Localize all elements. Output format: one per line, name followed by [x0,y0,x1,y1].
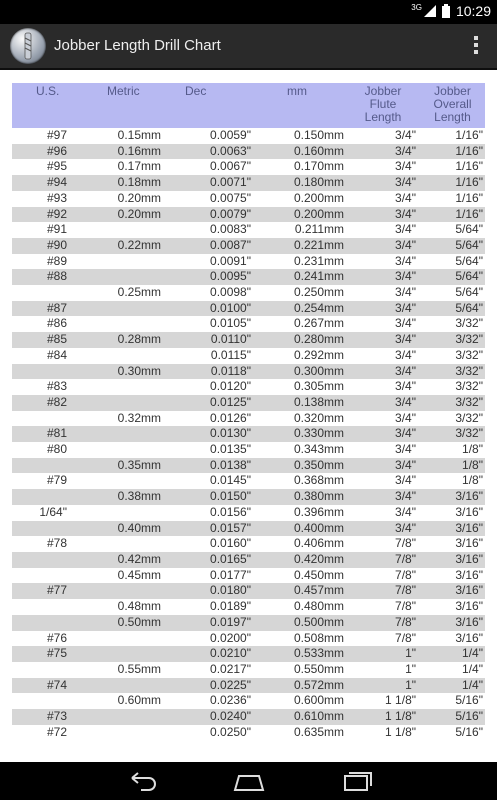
decimal-size-cell: 0.0180" [169,583,251,599]
table-row [12,191,485,207]
column-header-us: U.S. [12,83,79,128]
overall-length-cell: 3/32" [420,332,485,348]
decimal-size-cell: 0.0095" [169,269,251,285]
mm-size-cell: 0.160mm [251,144,346,160]
us-size-cell: #91 [46,222,67,237]
mm-size-cell: 0.330mm [251,426,346,442]
flute-length-cell: 7/8" [395,630,416,645]
mm-size-cell: 0.343mm [293,442,344,457]
decimal-size-cell: 0.0200" [210,630,251,645]
recent-apps-icon[interactable] [337,770,377,792]
table-row [12,458,485,474]
column-header-overall-length: Jobber Overall Length [420,83,485,128]
mm-size-cell: 0.550mm [293,661,344,676]
table-row [12,568,485,584]
us-size-cell: #95 [46,159,67,174]
table-row [12,631,485,647]
mm-size-cell: 0.231mm [293,253,344,268]
metric-size-cell: 0.16mm [79,144,169,160]
mm-size-cell: 0.450mm [293,567,344,582]
decimal-size-cell: 0.0150" [169,489,251,505]
decimal-size-cell: 0.0067" [210,159,251,174]
table-row [12,662,485,678]
metric-size-cell [79,442,169,458]
us-size-cell: 1/64" [39,504,67,519]
us-size-cell: #96 [12,144,79,160]
metric-size-cell [79,678,169,694]
mm-size-cell: 0.221mm [251,238,346,254]
overall-length-cell: 5/64" [420,269,485,285]
overall-length-cell: 3/16" [455,504,483,519]
table-row [12,285,485,301]
decimal-size-cell: 0.0160" [210,536,251,551]
overall-length-cell: 3/32" [455,410,483,425]
table-row [12,473,485,489]
flute-length-cell: 1" [346,678,420,694]
back-arrow-icon[interactable] [122,770,162,792]
overall-length-cell: 1/16" [420,207,485,223]
flute-length-cell: 3/4" [346,301,420,317]
us-size-cell: #85 [12,332,79,348]
decimal-size-cell: 0.0126" [210,410,251,425]
table-row [12,254,485,270]
flute-length-cell: 3/4" [346,426,420,442]
table-row [12,709,485,725]
mm-size-cell: 0.457mm [251,583,346,599]
metric-size-cell [79,536,169,552]
mm-size-cell: 0.320mm [293,410,344,425]
mm-size-cell: 0.292mm [293,347,344,362]
overall-length-cell: 1/4" [420,646,485,662]
table-row [12,442,485,458]
decimal-size-cell: 0.0138" [169,458,251,474]
us-size-cell: #89 [46,253,67,268]
mm-size-cell: 0.400mm [251,521,346,537]
overall-length-cell: 5/64" [420,238,485,254]
decimal-size-cell: 0.0177" [210,567,251,582]
flute-length-cell: 3/4" [395,285,416,300]
flute-length-cell: 3/4" [346,238,420,254]
overall-length-cell: 5/16" [420,709,485,725]
metric-size-cell: 0.35mm [79,458,169,474]
table-row [12,552,485,568]
us-size-cell: #92 [12,207,79,223]
overall-length-cell: 3/16" [420,615,485,631]
metric-size-cell [79,473,169,489]
decimal-size-cell: 0.0063" [169,144,251,160]
metric-size-cell: 0.32mm [117,410,161,425]
us-size-cell [12,693,79,709]
flute-length-cell: 3/4" [346,144,420,160]
metric-size-cell [79,583,169,599]
flute-length-cell: 7/8" [395,599,416,614]
mm-size-cell: 0.150mm [293,128,344,142]
us-size-cell: #84 [46,347,67,362]
clock: 10:29 [455,3,491,19]
us-size-cell: #73 [12,709,79,725]
us-size-cell [12,568,79,584]
metric-size-cell: 0.45mm [117,567,161,582]
us-size-cell: #75 [12,646,79,662]
us-size-cell: #74 [12,678,79,694]
flute-length-cell: 7/8" [395,567,416,582]
decimal-size-cell: 0.0110" [169,332,251,348]
metric-size-cell [79,725,169,741]
us-size-cell [12,552,79,568]
metric-size-cell: 0.48mm [117,599,161,614]
decimal-size-cell: 0.0135" [210,442,251,457]
us-size-cell: #97 [46,128,67,142]
flute-length-cell: 3/4" [346,521,420,537]
status-bar [0,0,497,24]
table-row [12,505,485,521]
table-row [12,144,485,160]
decimal-size-cell: 0.0189" [210,599,251,614]
overall-length-cell: 3/16" [420,521,485,537]
us-size-cell: #83 [46,379,67,394]
metric-size-cell: 0.50mm [79,615,169,631]
metric-size-cell: 0.60mm [117,693,161,708]
overall-length-cell: 3/16" [455,567,483,582]
overall-length-cell: 3/16" [455,536,483,551]
us-size-cell [12,599,79,615]
table-row [12,301,485,317]
table-row [12,725,485,741]
mm-size-cell: 0.533mm [251,646,346,662]
mm-size-cell: 0.200mm [251,207,346,223]
overall-length-cell: 1/16" [420,144,485,160]
mm-size-cell: 0.170mm [293,159,344,174]
flute-length-cell: 7/8" [346,552,420,568]
us-size-cell: #77 [12,583,79,599]
flute-length-cell: 3/4" [395,316,416,331]
mm-size-cell: 0.138mm [251,395,346,411]
decimal-size-cell: 0.0165" [169,552,251,568]
table-row [12,332,485,348]
mm-size-cell: 0.211mm [294,222,344,237]
flute-length-cell: 7/8" [395,536,416,551]
column-header-metric: Metric [79,83,169,128]
metric-size-cell: 0.42mm [79,552,169,568]
us-size-cell: #82 [12,395,79,411]
mm-size-cell: 0.300mm [251,364,346,380]
table-row [12,395,485,411]
table-row [12,379,485,395]
overall-length-cell: 1/8" [462,473,483,488]
overall-length-cell: 1/16" [455,159,483,174]
column-header-mm: mm [251,83,346,128]
metric-size-cell [79,426,169,442]
table-row [12,222,485,238]
mm-size-cell: 0.280mm [251,332,346,348]
mm-size-cell: 0.368mm [293,473,344,488]
decimal-size-cell: 0.0075" [210,190,251,205]
us-size-cell [12,411,79,427]
us-size-cell: #93 [46,190,67,205]
us-size-cell [12,458,79,474]
decimal-size-cell: 0.0071" [169,175,251,191]
overall-length-cell: 1/8" [420,458,485,474]
mm-size-cell: 0.350mm [251,458,346,474]
metric-size-cell [79,709,169,725]
metric-size-cell [79,301,169,317]
metric-size-cell [79,631,169,647]
table-row [12,599,485,615]
flute-length-cell: 3/4" [395,253,416,268]
decimal-size-cell: 0.0083" [210,222,251,237]
drill-chart-table [12,83,485,740]
flute-length-cell: 3/4" [346,332,420,348]
chart-scroll-view[interactable] [0,70,497,762]
metric-size-cell [79,254,169,270]
decimal-size-cell: 0.0115" [210,347,251,362]
table-row [12,316,485,332]
mm-size-cell: 0.180mm [251,175,346,191]
table-row [12,426,485,442]
metric-size-cell: 0.30mm [79,364,169,380]
flute-length-cell: 3/4" [395,222,416,237]
decimal-size-cell: 0.0087" [169,238,251,254]
us-size-cell: #88 [12,269,79,285]
flute-length-cell: 3/4" [346,269,420,285]
overall-length-cell: 5/16" [455,693,483,708]
mm-size-cell: 0.635mm [293,724,344,739]
overall-length-cell: 1/4" [462,661,483,676]
overall-length-cell: 5/64" [420,301,485,317]
column-header-dec: Dec [169,83,251,128]
overall-length-cell: 5/16" [455,724,483,739]
flute-length-cell: 3/4" [395,379,416,394]
flute-length-cell: 1 1/8" [385,693,416,708]
table-row [12,207,485,223]
flute-length-cell: 7/8" [346,615,420,631]
flute-length-cell: 3/4" [395,190,416,205]
table-row [12,693,485,709]
flute-length-cell: 3/4" [346,364,420,380]
decimal-size-cell: 0.0236" [210,693,251,708]
table-row [12,411,485,427]
metric-size-cell: 0.18mm [79,175,169,191]
us-size-cell: #94 [12,175,79,191]
mm-size-cell: 0.267mm [293,316,344,331]
mm-size-cell: 0.406mm [293,536,344,551]
table-row [12,646,485,662]
mm-size-cell: 0.396mm [293,504,344,519]
overall-length-cell: 3/16" [455,630,483,645]
us-size-cell: #79 [46,473,67,488]
metric-size-cell: 0.28mm [79,332,169,348]
mm-size-cell: 0.500mm [251,615,346,631]
overall-length-cell: 1/4" [420,678,485,694]
decimal-size-cell: 0.0225" [169,678,251,694]
navigation-bar [0,762,497,800]
metric-size-cell: 0.38mm [79,489,169,505]
us-size-cell: #87 [12,301,79,317]
decimal-size-cell: 0.0197" [169,615,251,631]
overall-length-cell: 3/32" [455,347,483,362]
signal-icon [424,5,436,17]
decimal-size-cell: 0.0098" [210,285,251,300]
decimal-size-cell: 0.0250" [210,724,251,739]
decimal-size-cell: 0.0157" [169,521,251,537]
table-row [12,615,485,631]
table-row [12,678,485,694]
mm-size-cell: 0.508mm [293,630,344,645]
us-size-cell [12,662,79,678]
metric-size-cell [79,395,169,411]
table-row [12,269,485,285]
us-size-cell [12,364,79,380]
metric-size-cell: 0.25mm [117,285,161,300]
mm-size-cell: 0.420mm [251,552,346,568]
overall-length-cell: 5/64" [455,253,483,268]
table-row [12,159,485,175]
flute-length-cell: 3/4" [395,159,416,174]
us-size-cell [12,489,79,505]
overall-length-cell: 3/16" [420,583,485,599]
us-size-cell: #76 [46,630,67,645]
metric-size-cell [79,222,169,238]
us-size-cell: #78 [46,536,67,551]
mm-size-cell: 0.200mm [293,190,344,205]
metric-size-cell [79,348,169,364]
overall-length-cell: 3/16" [420,552,485,568]
flute-length-cell: 1" [405,661,416,676]
decimal-size-cell: 0.0210" [169,646,251,662]
table-row [12,175,485,191]
mm-size-cell: 0.241mm [251,269,346,285]
table-row [12,348,485,364]
metric-size-cell: 0.22mm [79,238,169,254]
flute-length-cell: 3/4" [346,458,420,474]
home-icon[interactable] [229,770,269,792]
flute-length-cell: 1" [346,646,420,662]
mm-size-cell: 0.250mm [293,285,344,300]
us-size-cell [12,615,79,631]
decimal-size-cell: 0.0130" [169,426,251,442]
metric-size-cell [79,505,169,521]
table-header-row [12,83,485,128]
us-size-cell: #86 [46,316,67,331]
decimal-size-cell: 0.0217" [210,661,251,676]
table-row [12,489,485,505]
decimal-size-cell: 0.0145" [210,473,251,488]
decimal-size-cell: 0.0118" [169,364,251,380]
decimal-size-cell: 0.0091" [210,253,251,268]
flute-length-cell: 3/4" [395,347,416,362]
us-size-cell [12,285,79,301]
mm-size-cell: 0.480mm [293,599,344,614]
decimal-size-cell: 0.0120" [210,379,251,394]
table-row [12,521,485,537]
metric-size-cell: 0.55mm [117,661,161,676]
flute-length-cell: 7/8" [346,583,420,599]
us-size-cell: #81 [12,426,79,442]
us-size-cell: #72 [46,724,67,739]
flute-length-cell: 1 1/8" [385,724,416,739]
battery-icon [442,4,450,18]
metric-size-cell: 0.40mm [79,521,169,537]
mm-size-cell: 0.600mm [293,693,344,708]
mm-size-cell: 0.305mm [293,379,344,394]
overall-length-cell: 3/32" [420,395,485,411]
table-row [12,128,485,144]
flute-length-cell: 3/4" [395,442,416,457]
table-row [12,583,485,599]
metric-size-cell [79,379,169,395]
action-bar [0,24,497,70]
flute-length-cell: 3/4" [346,489,420,505]
overall-length-cell: 5/64" [455,285,483,300]
overall-length-cell: 1/8" [462,442,483,457]
metric-size-cell: 0.15mm [117,128,161,142]
overall-length-cell: 3/32" [420,364,485,380]
overall-length-cell: 1/16" [455,190,483,205]
mm-size-cell: 0.254mm [251,301,346,317]
mm-size-cell: 0.610mm [251,709,346,725]
decimal-size-cell: 0.0059" [210,128,251,142]
us-size-cell [12,521,79,537]
decimal-size-cell: 0.0156" [210,504,251,519]
flute-length-cell: 3/4" [346,395,420,411]
decimal-size-cell: 0.0240" [169,709,251,725]
network-type-label: 3G [411,2,422,12]
metric-size-cell: 0.20mm [117,190,161,205]
overall-length-cell: 1/16" [420,175,485,191]
metric-size-cell [79,316,169,332]
flute-length-cell: 3/4" [395,504,416,519]
metric-size-cell [79,646,169,662]
flute-length-cell: 3/4" [395,473,416,488]
overall-length-cell: 3/16" [455,599,483,614]
table-row [12,364,485,380]
app-title: Jobber Length Drill Chart [54,37,221,54]
mm-size-cell: 0.380mm [251,489,346,505]
metric-size-cell: 0.20mm [79,207,169,223]
metric-size-cell [79,269,169,285]
overall-length-cell: 5/64" [455,222,483,237]
mm-size-cell: 0.572mm [251,678,346,694]
drill-bit-icon[interactable] [10,28,46,64]
decimal-size-cell: 0.0125" [169,395,251,411]
overall-length-cell: 3/32" [455,316,483,331]
overflow-menu-icon[interactable] [473,36,479,56]
table-row [12,238,485,254]
flute-length-cell: 3/4" [346,175,420,191]
flute-length-cell: 1 1/8" [346,709,420,725]
us-size-cell: #90 [12,238,79,254]
table-row [12,536,485,552]
metric-size-cell: 0.17mm [117,159,161,174]
flute-length-cell: 3/4" [346,207,420,223]
decimal-size-cell: 0.0105" [210,316,251,331]
overall-length-cell: 3/32" [455,379,483,394]
overall-length-cell: 3/16" [420,489,485,505]
overall-length-cell: 1/16" [455,128,483,142]
flute-length-cell: 3/4" [395,410,416,425]
flute-length-cell: 3/4" [395,128,416,142]
decimal-size-cell: 0.0100" [169,301,251,317]
us-size-cell: #80 [46,442,67,457]
decimal-size-cell: 0.0079" [169,207,251,223]
column-header-flute-length: Jobber Flute Length [346,83,420,128]
overall-length-cell: 3/32" [420,426,485,442]
